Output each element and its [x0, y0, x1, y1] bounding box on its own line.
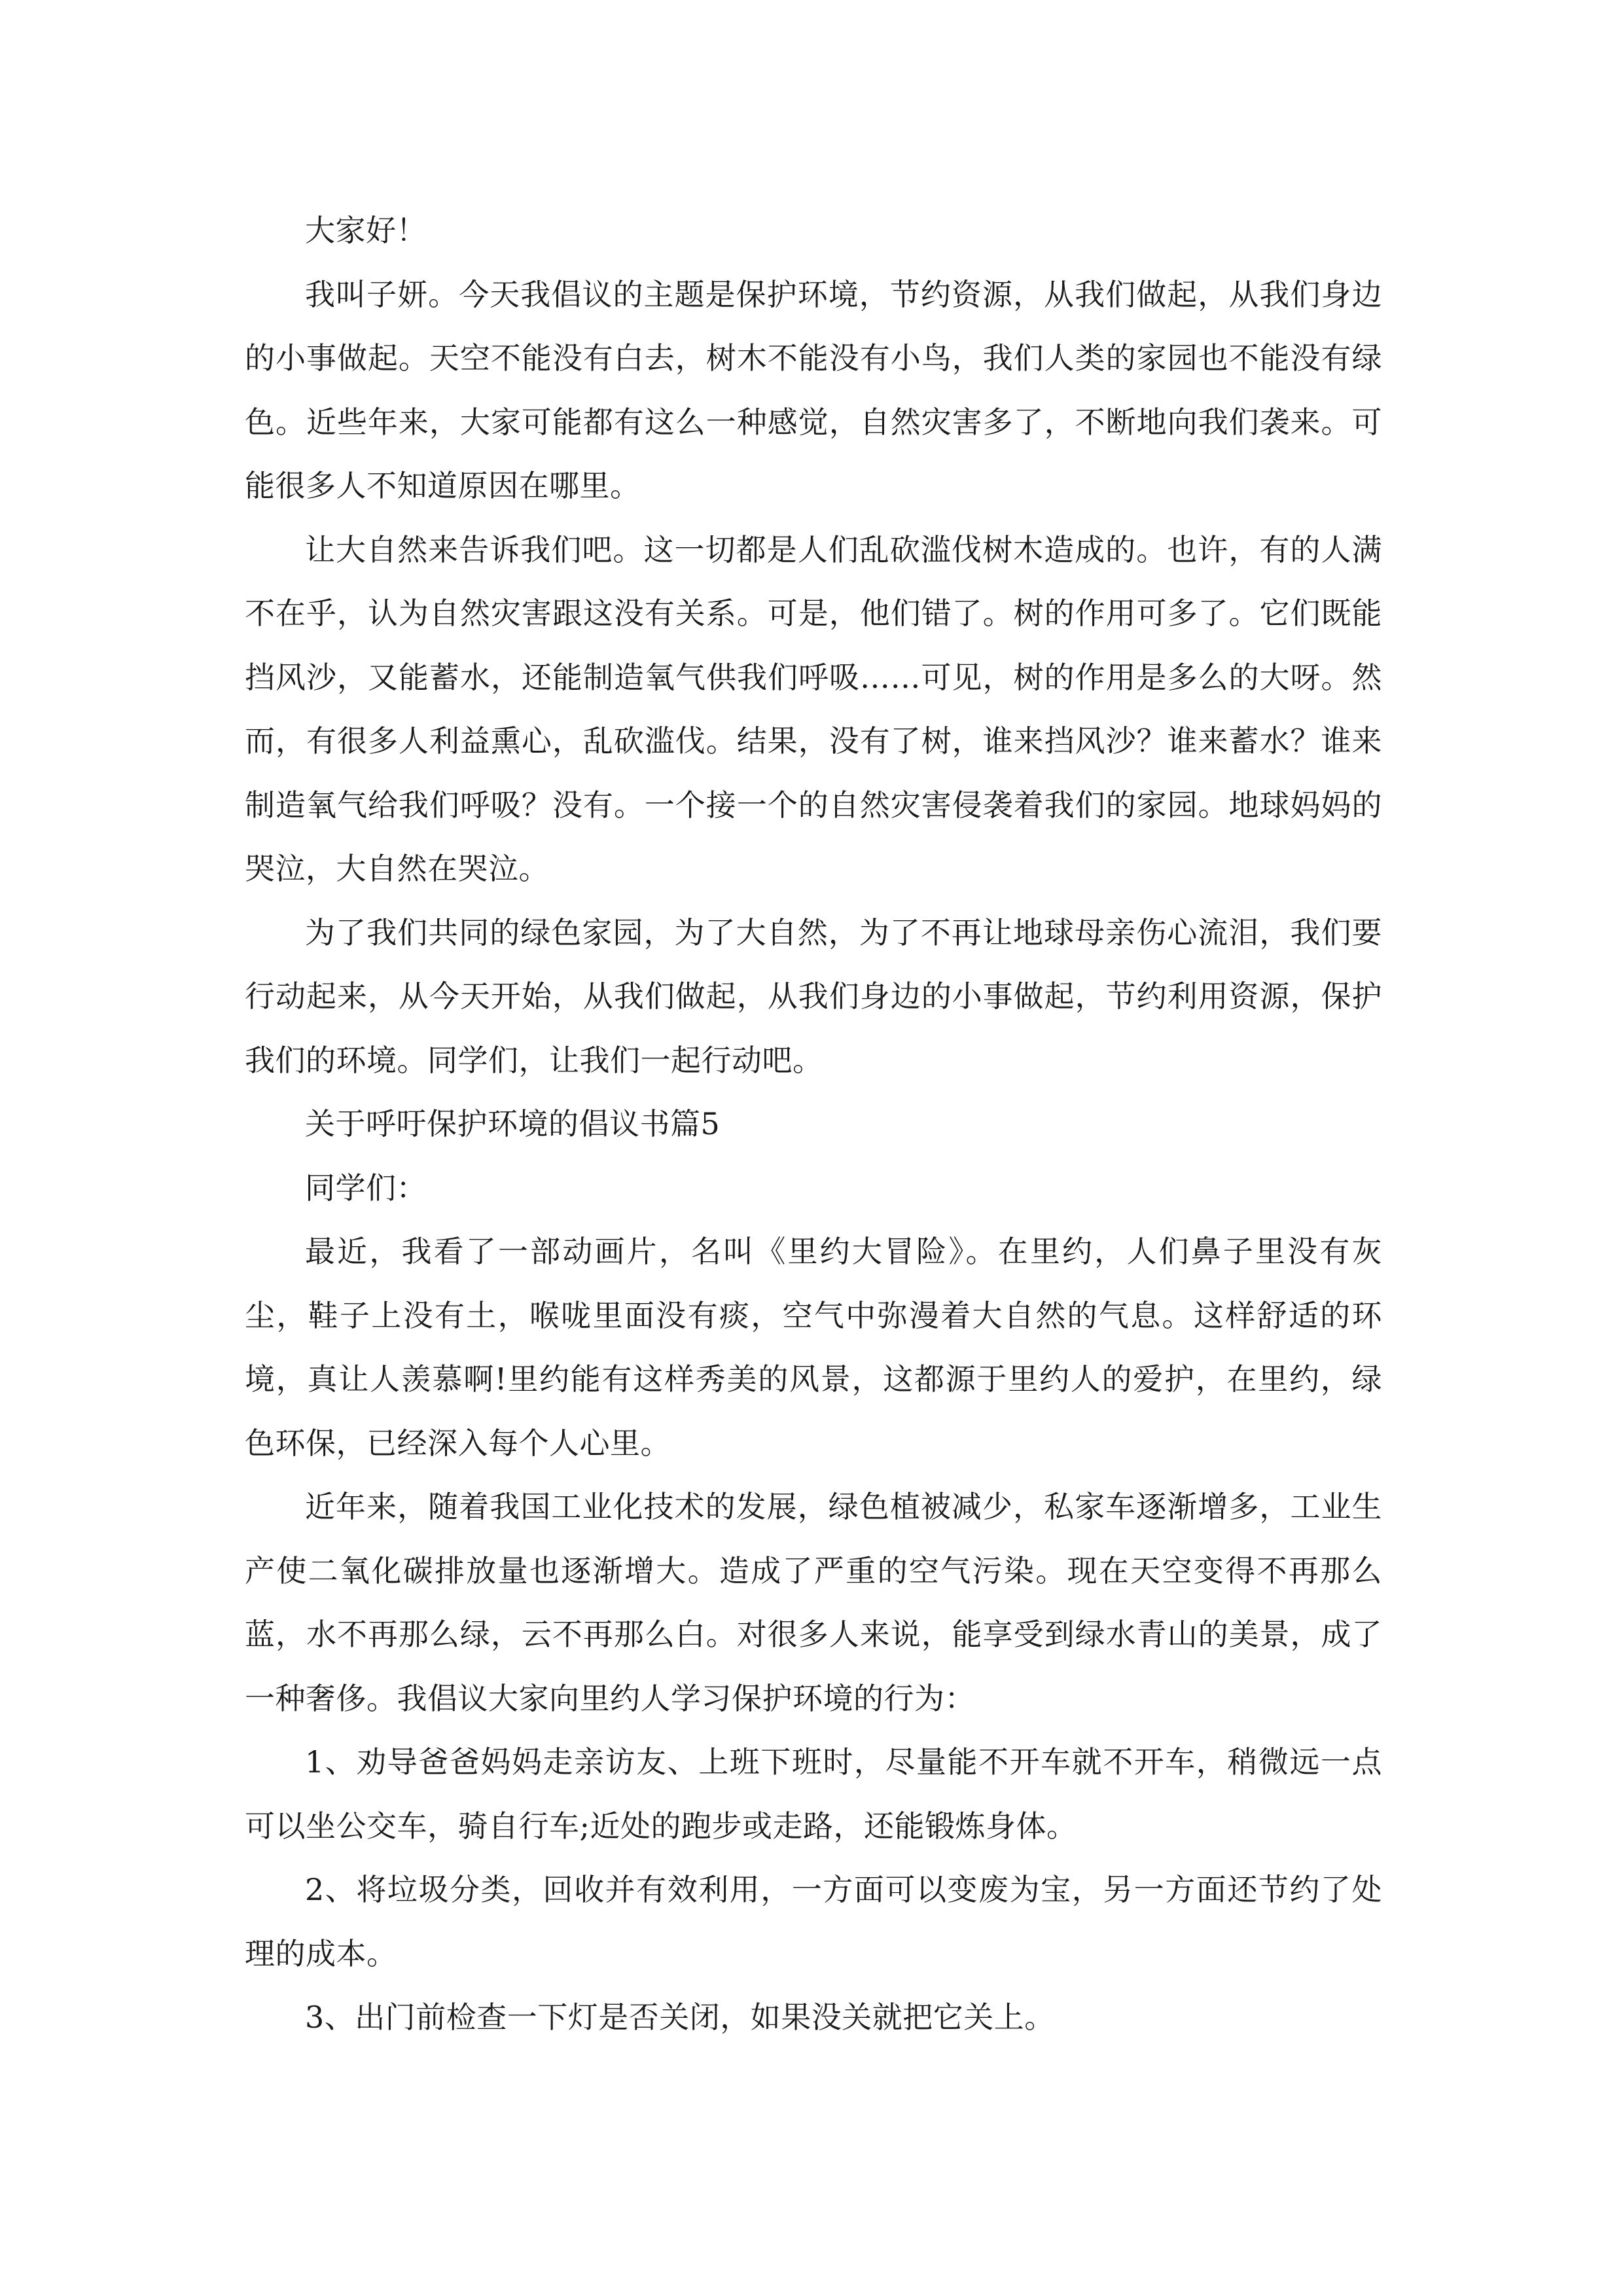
body-paragraph: 最近，我看了一部动画片，名叫《里约大冒险》。在里约，人们鼻子里没有灰尘，鞋子上没有土，喉咙里面没有痰，空气中弥漫着大自然的气息。这样舒适的环境，真让人羡慕啊!里约能有这样秀美的风景，这都源于里约人的爱护，在里约，绿色环保，已经深入每个人心里。	[245, 1234, 1382, 1461]
body-paragraph: 近年来，随着我国工业化技术的发展，绿色植被减少，私家车逐渐增多，工业生产使二氧化碳排放量也逐渐增大。造成了严重的空气污染。现在天空变得不再那么蓝，水不再那么绿，云不再那么白。对很多人来说，能享受到绿水青山的美景，成了一种奢侈。我倡议大家向里约人学习保护环境的行为：	[245, 1489, 1382, 1716]
list-item: 3、出门前检查一下灯是否关闭，如果没关就把它关上。	[305, 2000, 1055, 2035]
list-item: 1、劝导爸爸妈妈走亲访友、上班下班时，尽量能不开车就不开车，稍微远一点可以坐公交车，骑自行车;近处的跑步或走路，还能锻炼身体。	[245, 1744, 1382, 1844]
document-body	[245, 199, 1382, 2050]
greeting-paragraph: 大家好！	[305, 213, 427, 248]
list-item: 2、将垃圾分类，回收并有效利用，一方面可以变废为宝，另一方面还节约了处理的成本。	[245, 1872, 1382, 1971]
section-heading: 关于呼吁保护环境的倡议书篇5	[305, 1106, 721, 1141]
body-paragraph: 我叫子妍。今天我倡议的主题是保护环境，节约资源，从我们做起，从我们身边的小事做起。天空不能没有白去，树木不能没有小鸟，我们人类的家园也不能没有绿色。近些年来，大家可能都有这么一种感觉，自然灾害多了，不断地向我们袭来。可能很多人不知道原因在哪里。	[245, 276, 1382, 503]
salutation-paragraph: 同学们：	[305, 1170, 427, 1206]
body-paragraph: 为了我们共同的绿色家园，为了大自然，为了不再让地球母亲伤心流泪，我们要行动起来，从今天开始，从我们做起，从我们身边的小事做起，节约利用资源，保护我们的环境。同学们，让我们一起行动吧。	[245, 914, 1382, 1078]
body-paragraph: 让大自然来告诉我们吧。这一切都是人们乱砍滥伐树木造成的。也许，有的人满不在乎，认为自然灾害跟这没有关系。可是，他们错了。树的作用可多了。它们既能挡风沙，又能蓄水，还能制造氧气供我们呼吸……可见，树的作用是多么的大呀。然而，有很多人利益熏心，乱砍滥伐。结果，没有了树，谁来挡风沙？谁来蓄水？谁来制造氧气给我们呼吸？没有。一个接一个的自然灾害侵袭着我们的家园。地球妈妈的哭泣，大自然在哭泣。	[245, 531, 1382, 886]
